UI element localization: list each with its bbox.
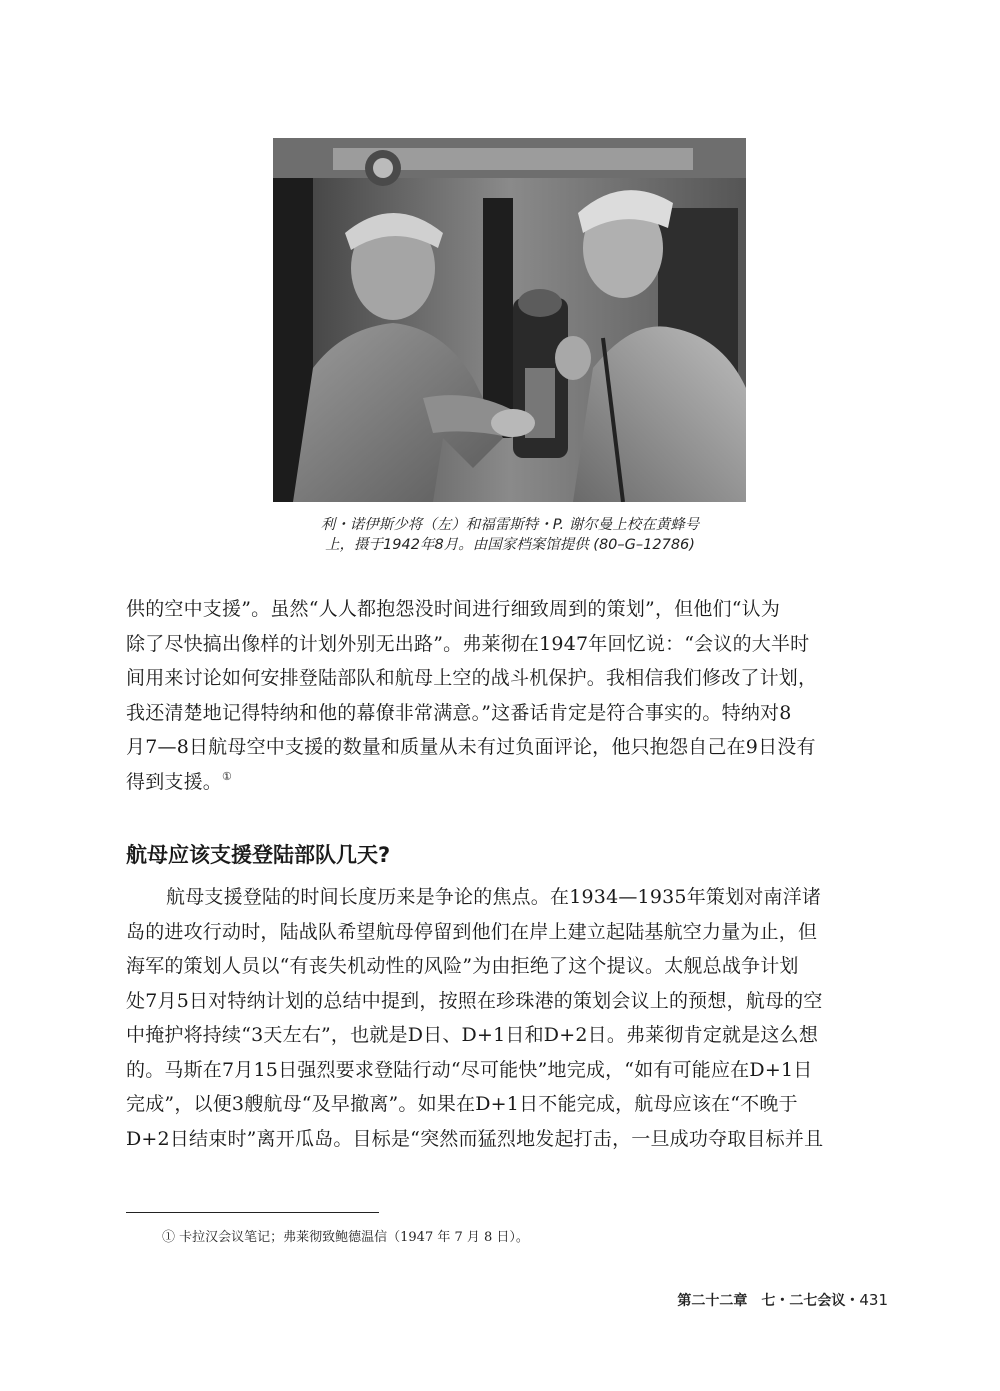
text-line-last [126, 765, 886, 800]
footnote-marker[interactable]: ① [222, 769, 233, 783]
text-line: 除了尽快搞出像样的计划外别无出路”。弗莱彻在1947年回忆说：“会议的大半时 [126, 632, 810, 655]
text-line: 月7—8日航母空中支援的数量和质量从未有过负面评论，他只抱怨自己在9日没有 [126, 736, 816, 758]
section-heading: 航母应该支援登陆部队几天? [126, 843, 391, 867]
text-line: 中掩护将持续“3天左右”，也就是D日、D+1日和D+2日。弗莱彻肯定就是这么想 [126, 1024, 819, 1046]
body-paragraph-2 [126, 880, 886, 1156]
text-line: 岛的进攻行动时，陆战队希望航母停留到他们在岸上建立起陆基航空力量为止，但 [126, 920, 818, 943]
text-line: 间用来讨论如何安排登陆部队和航母上空的战斗机保护。我相信我们修改了计划， [126, 667, 818, 689]
caption-line: 利・诺伊斯少将（左）和福雷斯特・P. 谢尔曼上校在黄蜂号 [320, 517, 700, 533]
chapter-title: 第二十二章 七・二七会议・ [677, 1293, 860, 1309]
figure-caption [200, 515, 820, 555]
page-number: 431 [859, 1291, 888, 1309]
text-line: 处7月5日对特纳计划的总结中提到，按照在珍珠港的策划会议上的预想，航母的空 [126, 989, 823, 1012]
caption-line: 上，摄于1942年8月。由国家档案馆提供 (80–G–12786) [325, 537, 695, 553]
footnote-divider [126, 1212, 379, 1213]
running-footer [677, 1290, 888, 1311]
text-line: D+2日结束时”离开瓜岛。目标是“突然而猛烈地发起打击，一旦成功夺取目标并且 [126, 1127, 824, 1150]
text-line: 航母支援登陆的时间长度历来是争论的焦点。在1934—1935年策划对南洋诸 [166, 886, 822, 908]
text-line: 供的空中支援”。虽然“人人都抱怨没时间进行细致周到的策划”，但他们“认为 [126, 598, 781, 620]
text-line: 海军的策划人员以“有丧失机动性的风险”为由拒绝了这个提议。太舰总战争计划 [126, 955, 799, 977]
body-paragraph-1 [126, 592, 886, 799]
photo-image [273, 138, 746, 502]
text-line: 得到支援。 [126, 770, 223, 793]
text-line: 完成”，以便3艘航母“及早撤离”。如果在D+1日不能完成，航母应该在“不晚于 [126, 1093, 798, 1115]
footnote: ① 卡拉汉会议笔记；弗莱彻致鲍德温信（1947 年 7 月 8 日）。 [162, 1230, 529, 1245]
text-line: 的。马斯在7月15日强烈要求登陆行动“尽可能快”地完成，“如有可能应在D+1日 [126, 1058, 813, 1081]
historical-photo [273, 138, 746, 502]
text-line: 我还清楚地记得特纳和他的幕僚非常满意。”这番话肯定是符合事实的。特纳对8 [126, 701, 792, 724]
